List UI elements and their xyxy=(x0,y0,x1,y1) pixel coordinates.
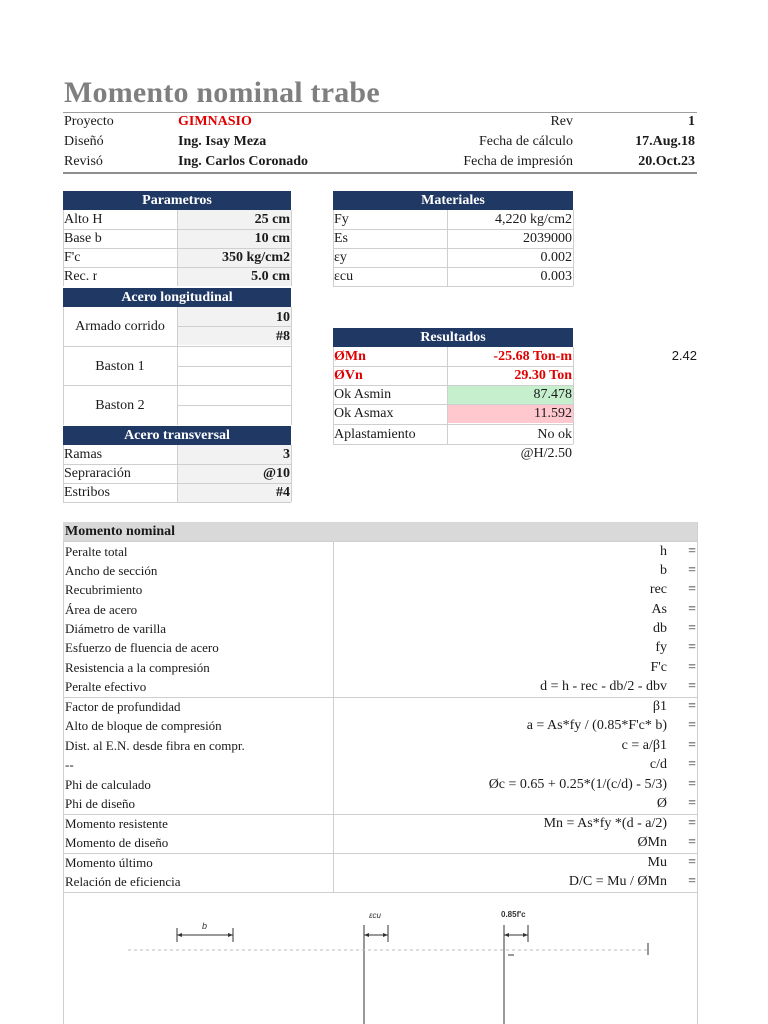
parametros-header: Parametros xyxy=(63,191,291,210)
momento-row xyxy=(63,716,697,735)
grid-line xyxy=(63,502,291,503)
momento-row-equals: = xyxy=(688,855,696,870)
momento-row-label: Resistencia a la compresión xyxy=(65,660,210,675)
momento-row-equals: = xyxy=(688,777,696,792)
momento-row-label: Recubrimiento xyxy=(65,582,143,597)
momento-row-formula: Ø xyxy=(656,796,667,811)
separacion-label: Sepraración xyxy=(64,466,131,481)
momento-row-label: Factor de profundidad xyxy=(65,699,181,714)
ecu-label: εcu xyxy=(334,269,354,284)
page-title: Momento nominal trabe xyxy=(64,76,380,109)
ecu-value: 0.003 xyxy=(540,269,572,284)
grid-line xyxy=(333,267,573,268)
momento-row-label: Phi de calculado xyxy=(65,777,151,792)
momento-row-equals: = xyxy=(688,796,696,811)
grid-line xyxy=(177,366,291,367)
momento-row-equals: = xyxy=(688,582,696,597)
momento-row xyxy=(63,658,697,677)
ovn-label: ØVn xyxy=(334,368,363,383)
grid-line xyxy=(333,366,573,367)
separacion-value[interactable]: @10 xyxy=(262,466,290,481)
param-fc-label: F'c xyxy=(64,250,81,265)
acero-longitudinal-header: Acero longitudinal xyxy=(63,288,291,307)
rev-label: Rev xyxy=(550,114,573,129)
grid-line xyxy=(573,210,574,286)
fecha-calculo-label: Fecha de cálculo xyxy=(478,134,573,149)
momento-row xyxy=(63,755,697,774)
grid-line xyxy=(333,385,573,386)
momento-row-label: Área de acero xyxy=(65,602,138,617)
momento-row-equals: = xyxy=(688,621,696,636)
grid-line xyxy=(63,853,697,854)
momento-row-formula: b xyxy=(660,563,667,578)
grid-line xyxy=(333,210,334,286)
grid-line xyxy=(63,307,64,425)
aplastamiento-label: Aplastamiento xyxy=(334,427,416,442)
grid-line xyxy=(291,307,292,425)
resultados-header: Resultados xyxy=(333,328,573,347)
momento-row xyxy=(63,853,697,872)
separacion-result: @H/2.50 xyxy=(520,446,572,461)
momento-row xyxy=(63,638,697,657)
side-value: 2.42 xyxy=(671,348,697,363)
param-fc-value[interactable]: 350 kg/cm2 xyxy=(221,250,290,265)
grid-line xyxy=(333,424,573,425)
momento-row-formula: F'c xyxy=(650,660,667,675)
param-rec-label: Rec. r xyxy=(64,269,98,284)
momento-row xyxy=(63,580,697,599)
momento-row-equals: = xyxy=(688,679,696,694)
proyecto-value: GIMNASIO xyxy=(178,114,252,129)
diseno-value: Ing. Isay Meza xyxy=(178,134,267,149)
momento-row-equals: = xyxy=(688,816,696,831)
momento-row xyxy=(63,794,697,813)
es-label: Es xyxy=(334,231,348,246)
param-base-label: Base b xyxy=(64,231,102,246)
grid-line xyxy=(63,445,64,502)
header-bottom-rule xyxy=(63,172,697,174)
momento-row-label: Momento resistente xyxy=(65,816,168,831)
momento-row-label: Peralte total xyxy=(65,544,128,559)
momento-row-formula: As xyxy=(651,602,667,617)
grid-line xyxy=(573,347,574,444)
param-base-value[interactable]: 10 cm xyxy=(254,231,290,246)
proyecto-label: Proyecto xyxy=(64,114,114,129)
aplastamiento-value: No ok xyxy=(537,427,572,442)
momento-row xyxy=(63,833,697,852)
momento-row-formula: β1 xyxy=(652,699,667,714)
fc-label: 0.85f'c xyxy=(501,910,526,919)
momento-row xyxy=(63,542,697,561)
grid-line xyxy=(333,444,573,445)
ramas-value[interactable]: 3 xyxy=(283,447,290,462)
momento-row xyxy=(63,600,697,619)
asmin-label: Ok Asmin xyxy=(334,387,392,402)
momento-row-equals: = xyxy=(688,874,696,889)
momento-row xyxy=(63,677,697,696)
grid-line xyxy=(63,697,697,698)
grid-line xyxy=(291,445,292,502)
momento-row-equals: = xyxy=(688,738,696,753)
ey-label: εy xyxy=(334,250,347,265)
momento-row-equals: = xyxy=(688,640,696,655)
momento-row-label: Momento de diseño xyxy=(65,835,169,850)
momento-row xyxy=(63,561,697,580)
momento-row-formula: a = As*fy / (0.85*F'c* b) xyxy=(526,718,667,733)
omn-label: ØMn xyxy=(334,349,366,364)
momento-row-label: Peralte efectivo xyxy=(65,679,147,694)
grid-line xyxy=(333,541,334,893)
momento-row xyxy=(63,775,697,794)
grid-line xyxy=(63,892,697,893)
momento-row xyxy=(63,697,697,716)
grid-line xyxy=(177,210,178,286)
momento-row-formula: fy xyxy=(655,640,667,655)
grid-line xyxy=(333,347,334,444)
grid-line xyxy=(447,210,448,286)
ovn-value: 29.30 Ton xyxy=(514,368,572,383)
momento-row-formula: ØMn xyxy=(637,835,667,850)
armado-corrido-label: Armado corrido xyxy=(75,319,165,334)
momento-row xyxy=(63,814,697,833)
param-alto-label: Alto H xyxy=(64,212,103,227)
momento-row-label: Momento último xyxy=(65,855,153,870)
fecha-calculo-value: 17.Aug.18 xyxy=(635,134,695,149)
grid-line xyxy=(333,229,573,230)
momento-row-equals: = xyxy=(688,757,696,772)
armado-count[interactable]: 10 xyxy=(276,310,290,325)
baston-1-label: Baston 1 xyxy=(95,359,145,374)
estribos-label: Estribos xyxy=(64,485,110,500)
rev-value: 1 xyxy=(688,114,695,129)
momento-row-formula: Mu xyxy=(647,855,667,870)
fecha-impresion-value: 20.Oct.23 xyxy=(638,154,695,169)
grid-line xyxy=(63,814,697,815)
grid-line xyxy=(63,541,697,542)
momento-row-label: Ancho de sección xyxy=(65,563,158,578)
momento-row-formula: db xyxy=(653,621,667,636)
grid-line xyxy=(177,405,291,406)
ey-value: 0.002 xyxy=(540,250,572,265)
momento-row-equals: = xyxy=(688,544,696,559)
grid-line xyxy=(333,404,573,405)
ecu-label: εcu xyxy=(369,911,381,920)
momento-row-equals: = xyxy=(688,699,696,714)
momento-nominal-header: Momento nominal xyxy=(63,522,697,541)
momento-row-equals: = xyxy=(688,660,696,675)
grid-line xyxy=(447,347,448,444)
grid-line xyxy=(177,326,291,327)
momento-row-formula: Mn = As*fy *(d - a/2) xyxy=(543,816,667,831)
momento-row-label: Phi de diseño xyxy=(65,796,136,811)
fy-label: Fy xyxy=(334,212,349,227)
param-alto-value[interactable]: 25 cm xyxy=(254,212,290,227)
grid-line xyxy=(177,307,178,425)
momento-row-equals: = xyxy=(688,602,696,617)
momento-row-formula: c/d xyxy=(649,757,667,772)
momento-row-formula: c = a/β1 xyxy=(621,738,667,753)
momento-row-formula: d = h - rec - db/2 - dbv xyxy=(540,679,667,694)
momento-row-formula: Øc = 0.65 + 0.25*(1/(c/d) - 5/3) xyxy=(488,777,667,792)
grid-line xyxy=(697,522,698,1024)
reviso-label: Revisó xyxy=(64,154,103,169)
momento-row xyxy=(63,619,697,638)
acero-transversal-header: Acero transversal xyxy=(63,426,291,445)
ramas-label: Ramas xyxy=(64,447,103,462)
omn-value: -25.68 Ton-m xyxy=(493,349,572,364)
momento-row-equals: = xyxy=(688,718,696,733)
fy-value: 4,220 kg/cm2 xyxy=(495,212,572,227)
asmin-value: 87.478 xyxy=(448,385,573,404)
momento-row-label: Diámetro de varilla xyxy=(65,621,167,636)
fecha-impresion-label: Fecha de impresión xyxy=(463,154,573,169)
grid-line xyxy=(291,210,292,286)
momento-row xyxy=(63,736,697,755)
param-rec-value[interactable]: 5.0 cm xyxy=(251,269,290,284)
momento-row-label: Esfuerzo de fluencia de acero xyxy=(65,640,219,655)
asmax-value: 11.592 xyxy=(448,404,573,423)
section-diagram xyxy=(64,895,696,1024)
diseno-label: Diseñó xyxy=(64,134,104,149)
momento-row-equals: = xyxy=(688,835,696,850)
momento-row-label: Relación de eficiencia xyxy=(65,874,181,889)
materiales-header: Materiales xyxy=(333,191,573,210)
baston-2-label: Baston 2 xyxy=(95,398,145,413)
momento-row-formula: h xyxy=(660,544,667,559)
momento-row-label: Dist. al E.N. desde fibra en compr. xyxy=(65,738,245,753)
grid-line xyxy=(333,248,573,249)
momento-row xyxy=(63,872,697,891)
es-value: 2039000 xyxy=(523,231,572,246)
momento-row-equals: = xyxy=(688,563,696,578)
armado-bar[interactable]: #8 xyxy=(276,329,290,344)
b-label: b xyxy=(202,921,208,931)
grid-line xyxy=(63,210,64,286)
momento-row-label: -- xyxy=(65,757,74,772)
grid-line xyxy=(333,286,573,287)
asmax-label: Ok Asmax xyxy=(334,406,394,421)
estribos-value[interactable]: #4 xyxy=(276,485,290,500)
momento-row-formula: rec xyxy=(649,582,667,597)
momento-row-label: Alto de bloque de compresión xyxy=(65,718,222,733)
reviso-value: Ing. Carlos Coronado xyxy=(178,154,309,169)
momento-row-formula: D/C = Mu / ØMn xyxy=(568,874,667,889)
grid-line xyxy=(177,445,178,502)
